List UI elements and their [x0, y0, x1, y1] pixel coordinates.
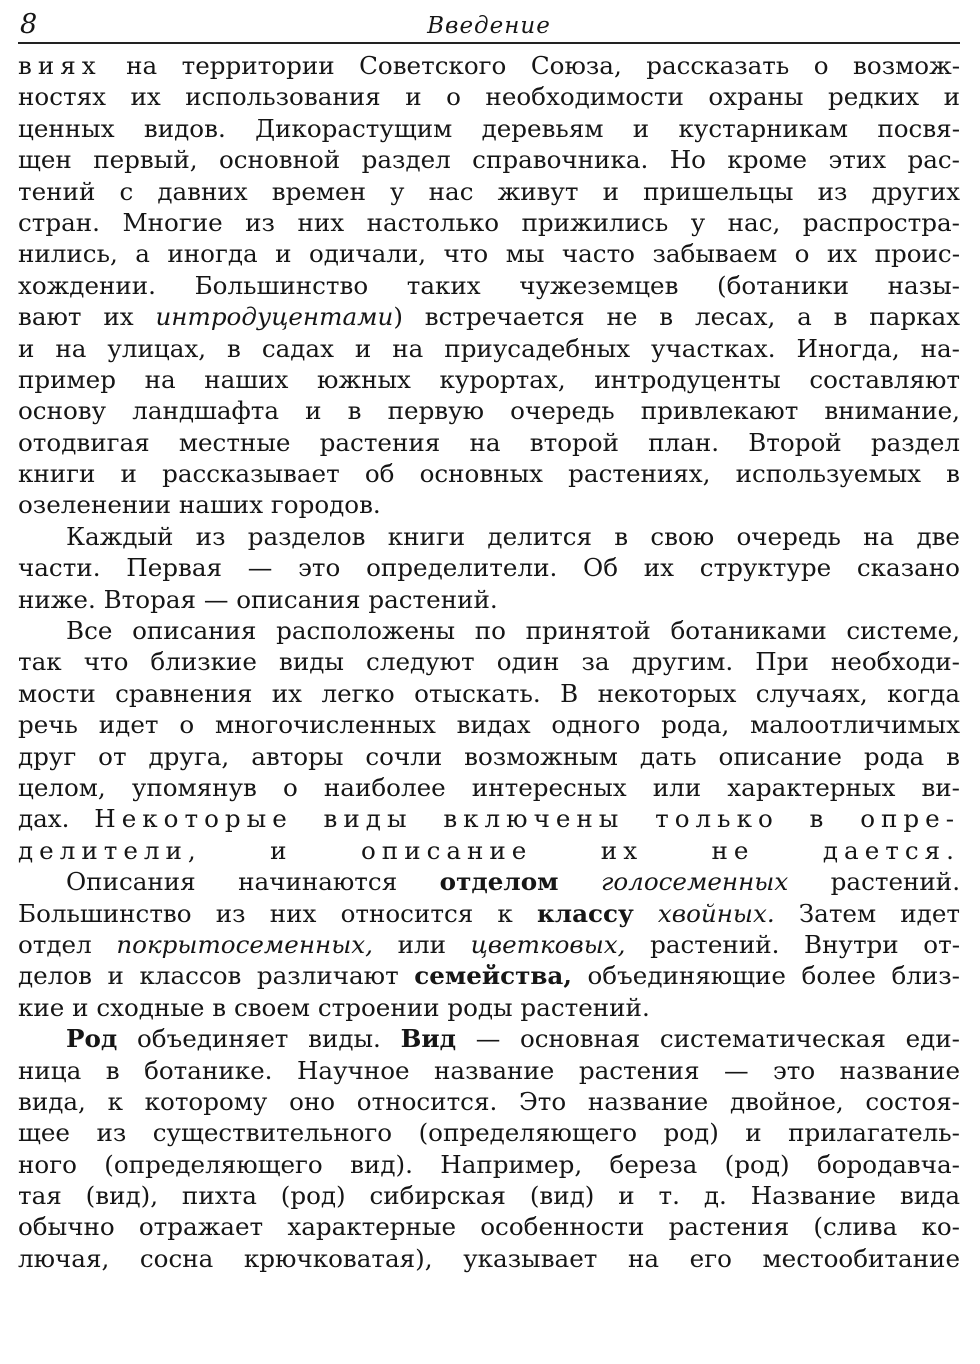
text-run: объединяющие более близ-	[571, 961, 960, 991]
text-line	[18, 521, 960, 552]
text-line	[18, 238, 960, 269]
text-run: и на улицах, в садах и на приусадебных участках. Иногда, на-	[18, 333, 960, 363]
text-run: мости сравнения их легко отыскать. В некоторых случаях, когда	[18, 678, 960, 708]
text-run: объединяет виды.	[117, 1024, 401, 1054]
text-run: дах.	[18, 804, 95, 834]
text-run: классу	[536, 898, 634, 928]
page-number: 8	[20, 9, 38, 40]
text-line	[18, 333, 960, 364]
text-run: основу ландшафта и в первую очередь привлекают внимание,	[18, 396, 960, 426]
text-line	[18, 741, 960, 772]
text-run: Некоторые виды включены только в опре-	[94, 804, 960, 834]
text-run: озеленении наших городов.	[18, 490, 381, 520]
text-run: части. Первая — это определители. Об их структуре сказано	[18, 553, 960, 583]
text-line	[18, 176, 960, 207]
text-run: лючая, сосна крючковатая), указывает на его местообитание	[18, 1243, 960, 1273]
text-run: ного (определяющего вид). Например, береза (род) бородавча-	[18, 1149, 960, 1179]
text-run: Каждый из разделов книги делится в свою очередь на две	[66, 521, 960, 551]
text-run: на территории Советского Союза, рассказать о возмож-	[101, 51, 960, 80]
text-line	[18, 898, 960, 929]
text-line	[18, 772, 960, 803]
text-run: интродуцентами	[155, 302, 394, 332]
text-run	[558, 867, 600, 896]
body-text	[18, 50, 960, 1274]
text-line	[18, 395, 960, 426]
text-run: хождении. Большинство таких чужеземцев (ботаники назы-	[18, 270, 960, 300]
text-line	[18, 709, 960, 740]
text-run: тений с давних времен у нас живут и пришельцы из других	[18, 176, 960, 206]
text-line	[18, 584, 960, 615]
text-line	[18, 866, 960, 897]
text-line	[18, 489, 960, 520]
text-run: отодвигая местные растения на второй план. Второй раздел	[18, 427, 960, 457]
text-line	[18, 113, 960, 144]
text-run: голосеменных	[600, 867, 789, 897]
text-run: Описания начинаются	[66, 867, 440, 897]
text-line	[18, 364, 960, 395]
running-title: Введение	[427, 13, 551, 39]
text-run: Вид	[400, 1024, 456, 1054]
text-line	[18, 552, 960, 583]
text-run: обычно отражает характерные особенности растения (слива ко-	[18, 1212, 960, 1242]
text-line	[18, 960, 960, 991]
text-run: вида, к которому оно относится. Это название двойное, состоя-	[18, 1086, 960, 1116]
text-run: цветковых,	[470, 929, 626, 959]
text-run: тая (вид), пихта (род) сибирская (вид) и т. д. Название вида	[18, 1181, 960, 1211]
text-run: стран. Многие из них настолько прижились у нас, распростра-	[18, 207, 960, 237]
text-run: Род	[66, 1024, 118, 1054]
text-line	[18, 1055, 960, 1086]
text-run: ниже. Вторая — описания растений.	[18, 584, 498, 614]
text-run: целом, упомянув о наиболее интересных или характерных ви-	[18, 772, 960, 802]
text-line	[18, 835, 960, 866]
text-line	[18, 992, 960, 1023]
text-run	[634, 899, 658, 928]
text-run: щен первый, основной раздел справочника. Но кроме этих рас-	[18, 145, 960, 175]
text-run: семейства,	[414, 961, 572, 991]
text-line	[18, 427, 960, 458]
text-run: Все описания расположены по принятой ботаниками системе,	[66, 616, 960, 646]
text-run: виях	[18, 51, 102, 80]
text-line	[18, 1117, 960, 1148]
text-run: нились, а иногда и одичали, что мы часто забываем о их проис-	[18, 239, 960, 269]
text-line	[18, 1211, 960, 1242]
text-run: вают их	[18, 302, 156, 332]
text-line	[18, 615, 960, 646]
text-run: книги и рассказывает об основных растениях, используемых в	[18, 459, 960, 489]
text-run: ценных видов. Дикорастущим деревьям и кустарникам посвя-	[18, 113, 960, 143]
text-run: растений.	[788, 867, 960, 897]
text-run: отделом	[439, 867, 559, 897]
running-header	[18, 6, 960, 44]
text-line	[18, 301, 960, 332]
text-run: делов и классов различают	[18, 961, 415, 991]
text-line	[18, 50, 960, 81]
text-run: ) встречается не в лесах, а в парках	[393, 302, 960, 332]
text-line	[18, 1086, 960, 1117]
text-run: так что близкие виды следуют один за другим. При необходи-	[18, 647, 960, 677]
text-line	[18, 1180, 960, 1211]
text-run: речь идет о многочисленных видах одного рода, малоотличимых	[18, 710, 960, 740]
text-run: щее из существительного (определяющего род) и прилагатель-	[18, 1118, 960, 1148]
text-run: ностях их использования и о необходимости охраны редких и	[18, 82, 960, 112]
text-run: хвойных.	[657, 898, 775, 928]
text-run: растений. Внутри от-	[625, 929, 960, 959]
text-line	[18, 458, 960, 489]
text-line	[18, 81, 960, 112]
text-line	[18, 803, 960, 834]
book-page	[18, 6, 960, 1274]
text-run: пример на наших южных курортах, интродуценты составляют	[18, 364, 960, 394]
text-run: — основная систематическая еди-	[456, 1024, 960, 1054]
text-run: Большинство из них относится к	[18, 898, 537, 928]
text-line	[18, 144, 960, 175]
text-line	[18, 646, 960, 677]
text-run: кие и сходные в своем строении роды растений.	[18, 992, 650, 1022]
text-line	[18, 207, 960, 238]
text-run: ница в ботанике. Научное название растения — это название	[18, 1055, 960, 1085]
text-run: друг от друга, авторы сочли возможным дать описание рода в	[18, 741, 960, 771]
text-line	[18, 1023, 960, 1054]
text-run: покрытосеменных,	[116, 929, 373, 959]
text-line	[18, 270, 960, 301]
text-line	[18, 1243, 960, 1274]
text-run: делители, и описание их не дается.	[18, 835, 960, 865]
text-run: отдел	[18, 929, 117, 959]
text-run: или	[372, 929, 471, 959]
text-line	[18, 929, 960, 960]
text-run: Затем идет	[774, 898, 960, 928]
text-line	[18, 678, 960, 709]
text-line	[18, 1149, 960, 1180]
